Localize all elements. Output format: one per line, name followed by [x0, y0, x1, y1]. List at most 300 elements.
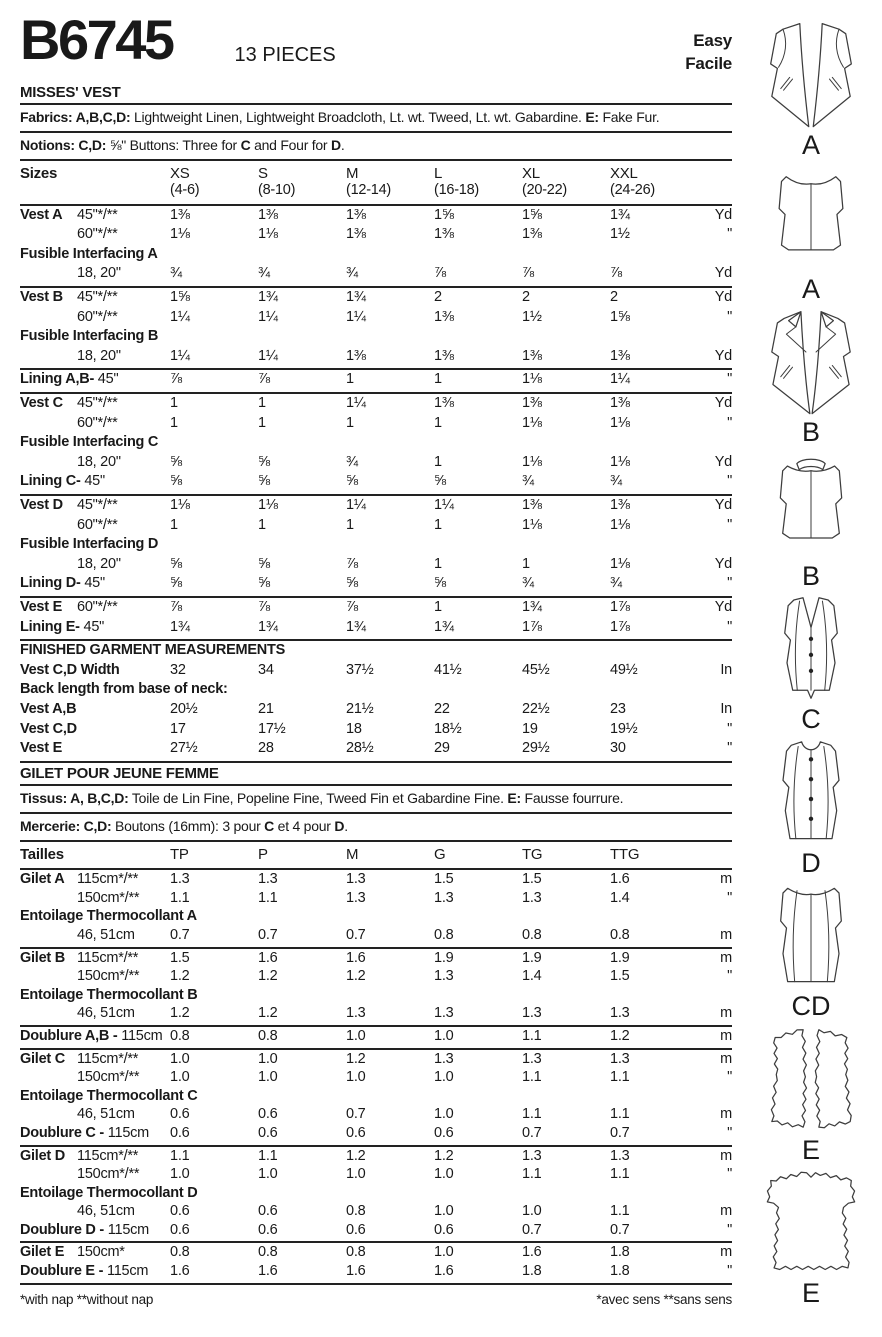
unit-label: Yd	[714, 453, 732, 470]
yardage-value: ¾	[170, 265, 182, 282]
yardage-value: 1⅛	[610, 453, 630, 470]
yardage-value: 1.2	[170, 1005, 190, 1022]
yardage-value: 19	[522, 720, 538, 737]
yardage-value: 18	[346, 720, 362, 737]
vest-cd-back-drawing	[752, 879, 870, 991]
taille-column: TTG	[610, 845, 640, 863]
table-row: 150cm*/** 1.2 1.2 1.2 1.3 1.4 1.5 "	[77, 968, 732, 985]
unit-label: "	[727, 414, 732, 431]
table-row: Vest C,D Width 32 34 37½ 41½ 45½ 49½ In	[20, 661, 732, 678]
yardage-value: 1.5	[434, 871, 454, 888]
yardage-value: 1⅜	[346, 206, 366, 223]
yardage-value: 0.6	[258, 1203, 278, 1220]
yardage-value: 28½	[346, 740, 374, 757]
table-row: Vest C 45"*/** 1 1 1¼ 1⅜ 1⅜ 1⅜ Yd	[20, 395, 732, 412]
yardage-value: 0.7	[522, 1124, 542, 1141]
table-row: Doublure E - 115cm 1.6 1.6 1.6 1.6 1.8 1.8 "	[20, 1263, 732, 1280]
unit-label: m	[720, 949, 732, 966]
table-row: Entoilage Thermocollant B	[20, 986, 198, 1003]
yardage-value: 1.3	[522, 1147, 542, 1164]
yardage-value: ¾	[522, 473, 534, 490]
unit-label: m	[720, 1203, 732, 1220]
french-yardage-table	[20, 871, 732, 1281]
divider	[20, 1241, 732, 1243]
yardage-value: 1⅛	[522, 453, 542, 470]
table-row: 60"*/** 1⅛ 1⅛ 1⅜ 1⅜ 1⅜ 1½ "	[77, 226, 732, 243]
unit-label: m	[720, 1027, 732, 1044]
yardage-value: 1.3	[346, 871, 366, 888]
yardage-value: 1.9	[522, 949, 542, 966]
figure-label: E	[801, 1134, 820, 1165]
divider	[20, 868, 732, 870]
divider	[20, 761, 732, 763]
unit-label: Yd	[714, 395, 732, 412]
yardage-value: 1.0	[346, 1027, 366, 1044]
table-row: 60"*/** 1 1 1 1 1⅛ 1⅛ "	[77, 414, 732, 431]
divider	[20, 494, 732, 496]
table-row: Gilet A 115cm*/** 1.3 1.3 1.3 1.5 1.5 1.6 m	[20, 871, 732, 888]
yardage-value: 0.7	[610, 1124, 630, 1141]
yardage-value: 1.0	[170, 1050, 190, 1067]
yardage-value: 1¼	[170, 308, 190, 325]
yardage-value: 1⅜	[522, 347, 542, 364]
yardage-value: 1½	[610, 226, 630, 243]
divider	[20, 1025, 732, 1027]
table-row: Fusible Interfacing C	[20, 434, 159, 451]
footnote-en: *with nap **without nap	[20, 1291, 154, 1307]
yardage-value: 1⅝	[610, 308, 630, 325]
yardage-value: 0.8	[258, 1244, 278, 1261]
difficulty-badge	[685, 30, 732, 76]
yardage-value: 0.8	[346, 1203, 366, 1220]
yardage-value: 1⅛	[522, 414, 542, 431]
yardage-value: 1¼	[346, 497, 366, 514]
table-row: Vest B 45"*/** 1⅝ 1¾ 1¾ 2 2 2 Yd	[20, 289, 732, 306]
unit-label: "	[727, 1124, 732, 1141]
yardage-value: 0.6	[170, 1203, 190, 1220]
figure-label: A	[801, 273, 820, 304]
unit-label: "	[727, 516, 732, 533]
yardage-value: 1.2	[346, 968, 366, 985]
yardage-value: 1.0	[434, 1069, 454, 1086]
divider	[20, 784, 732, 786]
divider	[20, 639, 732, 641]
yardage-value: ⅝	[258, 473, 270, 490]
yardage-value: ⅞	[170, 371, 182, 388]
yardage-value: 1	[258, 516, 266, 533]
table-row: Vest D 45"*/** 1⅛ 1⅛ 1¼ 1¼ 1⅜ 1⅜ Yd	[20, 497, 732, 514]
yardage-value: 1⅜	[610, 395, 630, 412]
yardage-value: 1.3	[434, 968, 454, 985]
yardage-value: 1.3	[522, 1050, 542, 1067]
yardage-value: 1.1	[610, 1203, 630, 1220]
yardage-value: 0.7	[346, 1106, 366, 1123]
table-row: Doublure C - 115cm 0.6 0.6 0.6 0.6 0.7 0.7 "	[20, 1124, 732, 1141]
yardage-value: 22	[434, 700, 450, 717]
unit-label: m	[720, 926, 732, 943]
mercerie-line: Mercerie: C,D: Boutons (16mm): 3 pour C et 4 pour D.	[20, 817, 348, 834]
yardage-value: 1⅜	[434, 395, 454, 412]
yardage-value: 1⅜	[522, 395, 542, 412]
yardage-value: 0.6	[434, 1124, 454, 1141]
yardage-value: 1.0	[346, 1069, 366, 1086]
unit-label: Yd	[714, 289, 732, 306]
vest-b-front-figure	[744, 303, 878, 447]
yardage-value: 1.3	[610, 1050, 630, 1067]
yardage-value: 30	[610, 740, 626, 757]
vest-a-front-figure	[744, 16, 878, 160]
table-row: Entoilage Thermocollant A	[20, 908, 197, 925]
figure-label: E	[801, 1278, 820, 1309]
unit-label: Yd	[714, 206, 732, 223]
yardage-value: 27½	[170, 740, 198, 757]
yardage-value: 1.3	[522, 1005, 542, 1022]
vest-b-back-drawing	[752, 449, 870, 561]
yardage-value: 1	[434, 414, 442, 431]
yardage-value: 0.6	[258, 1124, 278, 1141]
table-row: 46, 51cm 0.6 0.6 0.7 1.0 1.1 1.1 m	[77, 1106, 732, 1123]
yardage-value: 0.7	[258, 926, 278, 943]
divider	[20, 286, 732, 288]
yardage-value: ¾	[522, 575, 534, 592]
table-row: Fusible Interfacing A	[20, 245, 158, 262]
yardage-value: 1.0	[170, 1166, 190, 1183]
yardage-value: 0.7	[346, 926, 366, 943]
tailles-header-row	[20, 843, 732, 868]
yardage-value: 1½	[522, 308, 542, 325]
divider	[20, 596, 732, 598]
footnote-fr: *avec sens **sans sens	[596, 1291, 732, 1307]
yardage-value: 1⅝	[434, 206, 454, 223]
yardage-value: 1.1	[522, 1106, 542, 1123]
yardage-value: 1¼	[346, 395, 366, 412]
yardage-value: ⅞	[522, 265, 534, 282]
yardage-value: 1.1	[170, 1147, 190, 1164]
yardage-value: 29½	[522, 740, 550, 757]
yardage-panel	[20, 8, 732, 1307]
taille-column: M	[346, 845, 359, 863]
figure-label: C	[801, 704, 821, 735]
yardage-value: 0.8	[258, 1027, 278, 1044]
sizes-label: Sizes	[20, 164, 58, 182]
yardage-value: 0.6	[258, 1221, 278, 1238]
yardage-value: ⅝	[258, 453, 270, 470]
yardage-value: 1	[170, 414, 178, 431]
yardage-value: 1.0	[434, 1106, 454, 1123]
yardage-value: 0.8	[346, 1244, 366, 1261]
pattern-number: B6745	[20, 8, 173, 71]
yardage-value: 1.0	[434, 1244, 454, 1261]
divider	[20, 1145, 732, 1147]
unit-label: In	[720, 700, 732, 717]
yardage-value: 1.2	[170, 968, 190, 985]
yardage-value: 1.2	[610, 1027, 630, 1044]
table-row: Lining E- 45" 1¾ 1¾ 1¾ 1¾ 1⅞ 1⅞ "	[20, 618, 732, 635]
masthead	[20, 8, 732, 82]
table-row: Doublure D - 115cm 0.6 0.6 0.6 0.6 0.7 0.7 "	[20, 1221, 732, 1238]
yardage-value: 1¾	[170, 618, 190, 635]
yardage-value: 20½	[170, 700, 198, 717]
divider	[20, 812, 732, 814]
yardage-value: 1.3	[434, 1005, 454, 1022]
yardage-value: 0.6	[434, 1221, 454, 1238]
unit-label: In	[720, 661, 732, 678]
unit-label: Yd	[714, 555, 732, 572]
yardage-value: 1¾	[610, 206, 630, 223]
yardage-value: 18½	[434, 720, 462, 737]
yardage-value: 28	[258, 740, 274, 757]
table-row: Entoilage Thermocollant C	[20, 1087, 198, 1104]
size-column: XS	[170, 164, 190, 182]
taille-column: TG	[522, 845, 543, 863]
vest-d-front-figure	[744, 734, 878, 878]
yardage-value: 1.0	[346, 1166, 366, 1183]
yardage-value: ⅝	[170, 453, 182, 470]
yardage-value: 1⅜	[434, 308, 454, 325]
unit-label: "	[727, 473, 732, 490]
yardage-value: ⅞	[610, 265, 622, 282]
yardage-value: 1¼	[258, 308, 278, 325]
yardage-value: ⅞	[258, 598, 270, 615]
yardage-value: 1.3	[346, 1005, 366, 1022]
vest-c-front-drawing	[752, 592, 870, 704]
yardage-value: ⅞	[346, 598, 358, 615]
yardage-value: 22½	[522, 700, 550, 717]
table-row: Gilet C 115cm*/** 1.0 1.0 1.2 1.3 1.3 1.3 m	[20, 1050, 732, 1067]
yardage-value: ¾	[610, 473, 622, 490]
yardage-value: 1¼	[610, 371, 630, 388]
yardage-value: 1⅛	[258, 497, 278, 514]
yardage-value: 1.0	[434, 1203, 454, 1220]
yardage-value: 0.6	[346, 1124, 366, 1141]
yardage-value: 1⅜	[434, 226, 454, 243]
unit-label: "	[727, 1221, 732, 1238]
yardage-value: 1.1	[610, 1106, 630, 1123]
yardage-value: 2	[522, 289, 530, 306]
yardage-value: 1.5	[170, 949, 190, 966]
divider	[20, 1283, 732, 1285]
yardage-value: 34	[258, 661, 274, 678]
yardage-value: 17	[170, 720, 186, 737]
yardage-value: 1⅛	[258, 226, 278, 243]
yardage-value: 1⅛	[522, 516, 542, 533]
table-row: Gilet B 115cm*/** 1.5 1.6 1.6 1.9 1.9 1.9 m	[20, 949, 732, 966]
divider	[20, 368, 732, 370]
yardage-value: ⅝	[346, 473, 358, 490]
yardage-value: 1.3	[346, 889, 366, 906]
unit-label: m	[720, 1005, 732, 1022]
size-column: M	[346, 164, 359, 182]
table-row: 46, 51cm 0.7 0.7 0.7 0.8 0.8 0.8 m	[77, 926, 732, 943]
yardage-value: 1⅞	[610, 598, 630, 615]
table-row: 18, 20" ⅝ ⅝ ¾ 1 1⅛ 1⅛ Yd	[77, 453, 732, 470]
table-row: 60"*/** 1 1 1 1 1⅛ 1⅛ "	[77, 516, 732, 533]
table-row: Doublure A,B - 115cm 0.8 0.8 1.0 1.0 1.1 1.2 m	[20, 1027, 732, 1044]
yardage-value: 1.8	[610, 1244, 630, 1261]
figure-label: B	[801, 417, 820, 448]
yardage-value: 1	[434, 516, 442, 533]
yardage-value: 1⅜	[522, 226, 542, 243]
table-row: 150cm*/** 1.0 1.0 1.0 1.0 1.1 1.1 "	[77, 1069, 732, 1086]
yardage-value: 1.2	[258, 1005, 278, 1022]
table-row: 46, 51cm 1.2 1.2 1.3 1.3 1.3 1.3 m	[77, 1005, 732, 1022]
tissus-line: Tissus: A, B,C,D: Toile de Lin Fine, Popeline Fine, Tweed Fin et Gabardine Fine. E: Fausse fourrure.	[20, 789, 624, 806]
unit-label: m	[720, 1050, 732, 1067]
table-row: Entoilage Thermocollant D	[20, 1184, 198, 1201]
yardage-value: 0.6	[258, 1106, 278, 1123]
divider	[20, 204, 732, 206]
vest-b-back-figure	[744, 447, 878, 591]
yardage-value: ¾	[610, 575, 622, 592]
yardage-value: 19½	[610, 720, 638, 737]
unit-label: "	[727, 308, 732, 325]
yardage-value: 1	[258, 414, 266, 431]
yardage-value: 1.1	[522, 1027, 542, 1044]
unit-label: "	[727, 740, 732, 757]
table-row: 46, 51cm 0.6 0.6 0.8 1.0 1.0 1.1 m	[77, 1203, 732, 1220]
table-row: Vest C,D 17 17½ 18 18½ 19 19½ "	[20, 720, 732, 737]
yardage-value: 1.0	[434, 1027, 454, 1044]
yardage-value: 49½	[610, 661, 638, 678]
yardage-value: 1.1	[610, 1166, 630, 1183]
unit-label: m	[720, 1147, 732, 1164]
table-row: Vest E 60"*/** ⅞ ⅞ ⅞ 1 1¾ 1⅞ Yd	[20, 598, 732, 615]
yardage-value: 1	[522, 555, 530, 572]
yardage-value: 1.6	[610, 871, 630, 888]
yardage-value: 1⅜	[170, 206, 190, 223]
yardage-value: 1	[170, 516, 178, 533]
footnotes	[20, 1286, 732, 1307]
size-column: XXL	[610, 164, 638, 182]
yardage-value: ⅞	[170, 598, 182, 615]
yardage-value: ⅝	[258, 555, 270, 572]
yardage-value: 1.3	[258, 871, 278, 888]
yardage-value: 2	[434, 289, 442, 306]
garment-title-en: MISSES' VEST	[20, 84, 121, 101]
yardage-value: 1.1	[522, 1069, 542, 1086]
yardage-value: 1.3	[610, 1005, 630, 1022]
unit-label: Yd	[714, 265, 732, 282]
divider	[20, 392, 732, 394]
yardage-value: 1¾	[522, 598, 542, 615]
yardage-value: 1⅛	[170, 497, 190, 514]
unit-label: Yd	[714, 347, 732, 364]
table-row: 60"*/** 1¼ 1¼ 1¼ 1⅜ 1½ 1⅝ "	[77, 308, 732, 325]
yardage-value: 1.3	[434, 1050, 454, 1067]
table-row: 18, 20" 1¼ 1¼ 1⅜ 1⅜ 1⅜ 1⅜ Yd	[77, 347, 732, 364]
vest-e-front-drawing	[752, 1023, 870, 1135]
sizes-header-row: Sizes XS (4-6) S (8-10) M (12-14) L (16-18) XL (20-22) XXL (24-26)	[20, 162, 732, 203]
yardage-value: 1.2	[258, 968, 278, 985]
vest-b-front-drawing	[752, 305, 870, 417]
yardage-value: ⅝	[346, 575, 358, 592]
yardage-value: 23	[610, 700, 626, 717]
yardage-value: 1⅜	[346, 226, 366, 243]
vest-a-back-figure	[744, 160, 878, 304]
yardage-value: 1⅛	[170, 226, 190, 243]
yardage-value: 0.8	[170, 1244, 190, 1261]
yardage-value: 1⅜	[522, 497, 542, 514]
table-row: Vest E 27½ 28 28½ 29 29½ 30 "	[20, 740, 732, 757]
yardage-value: ¾	[346, 453, 358, 470]
unit-label: "	[727, 618, 732, 635]
unit-label: m	[720, 1244, 732, 1261]
yardage-value: 0.7	[610, 1221, 630, 1238]
yardage-value: 1.6	[258, 1263, 278, 1280]
unit-label: "	[727, 1263, 732, 1280]
yardage-value: 1.2	[434, 1147, 454, 1164]
yardage-value: 1	[434, 555, 442, 572]
yardage-value: 1	[434, 371, 442, 388]
difficulty-en: Easy	[693, 31, 732, 50]
yardage-value: ⅞	[434, 265, 446, 282]
yardage-value: 1.1	[258, 889, 278, 906]
unit-label: "	[727, 889, 732, 906]
english-yardage-table	[20, 207, 732, 760]
vest-e-back-drawing	[752, 1166, 870, 1278]
yardage-value: 1¼	[434, 497, 454, 514]
tailles-label: Tailles	[20, 845, 64, 863]
yardage-value: 1.5	[522, 871, 542, 888]
yardage-value: ⅝	[170, 555, 182, 572]
yardage-value: 37½	[346, 661, 374, 678]
yardage-value: 1⅜	[258, 206, 278, 223]
yardage-value: 1.0	[522, 1203, 542, 1220]
yardage-value: ⅝	[434, 473, 446, 490]
unit-label: Yd	[714, 598, 732, 615]
yardage-value: ⅝	[170, 575, 182, 592]
divider	[20, 947, 732, 949]
notions-line: Notions: C,D: ⅝" Buttons: Three for C and Four for D.	[20, 136, 345, 153]
divider	[20, 840, 732, 842]
table-row: Back length from base of neck:	[20, 681, 228, 698]
yardage-value: 1⅜	[434, 347, 454, 364]
yardage-value: 0.8	[610, 926, 630, 943]
yardage-value: 0.8	[170, 1027, 190, 1044]
difficulty-fr: Facile	[685, 53, 732, 73]
divider	[20, 1048, 732, 1050]
taille-column: TP	[170, 845, 189, 863]
yardage-value: 1⅛	[610, 414, 630, 431]
yardage-value: 29	[434, 740, 450, 757]
yardage-value: 0.6	[170, 1124, 190, 1141]
yardage-value: 1.4	[610, 889, 630, 906]
yardage-value: 0.6	[170, 1221, 190, 1238]
yardage-value: 0.7	[170, 926, 190, 943]
yardage-value: ⅝	[170, 473, 182, 490]
yardage-value: 1.0	[258, 1069, 278, 1086]
table-row: 18, 20" ¾ ¾ ¾ ⅞ ⅞ ⅞ Yd	[77, 265, 732, 282]
yardage-value: 1.5	[610, 968, 630, 985]
yardage-value: 0.6	[346, 1221, 366, 1238]
yardage-value: 1.6	[434, 1263, 454, 1280]
yardage-value: 1.6	[258, 949, 278, 966]
unit-label: "	[727, 1069, 732, 1086]
yardage-value: 1¾	[434, 618, 454, 635]
yardage-value: 1.6	[346, 949, 366, 966]
yardage-value: 1.1	[522, 1166, 542, 1183]
size-column: XL	[522, 164, 540, 182]
yardage-value: 1.8	[522, 1263, 542, 1280]
fabrics-line: Fabrics: A,B,C,D: Lightweight Linen, Lightweight Broadcloth, Lt. wt. Tweed, Lt. wt. Gabardine. E: Fake Fur.	[20, 109, 660, 125]
unit-label: Yd	[714, 497, 732, 514]
yardage-value: 1.6	[522, 1244, 542, 1261]
yardage-value: 1.0	[258, 1166, 278, 1183]
vest-d-front-drawing	[752, 736, 870, 848]
yardage-value: 1	[170, 395, 178, 412]
yardage-value: 1.2	[346, 1147, 366, 1164]
yardage-value: 1.4	[522, 968, 542, 985]
